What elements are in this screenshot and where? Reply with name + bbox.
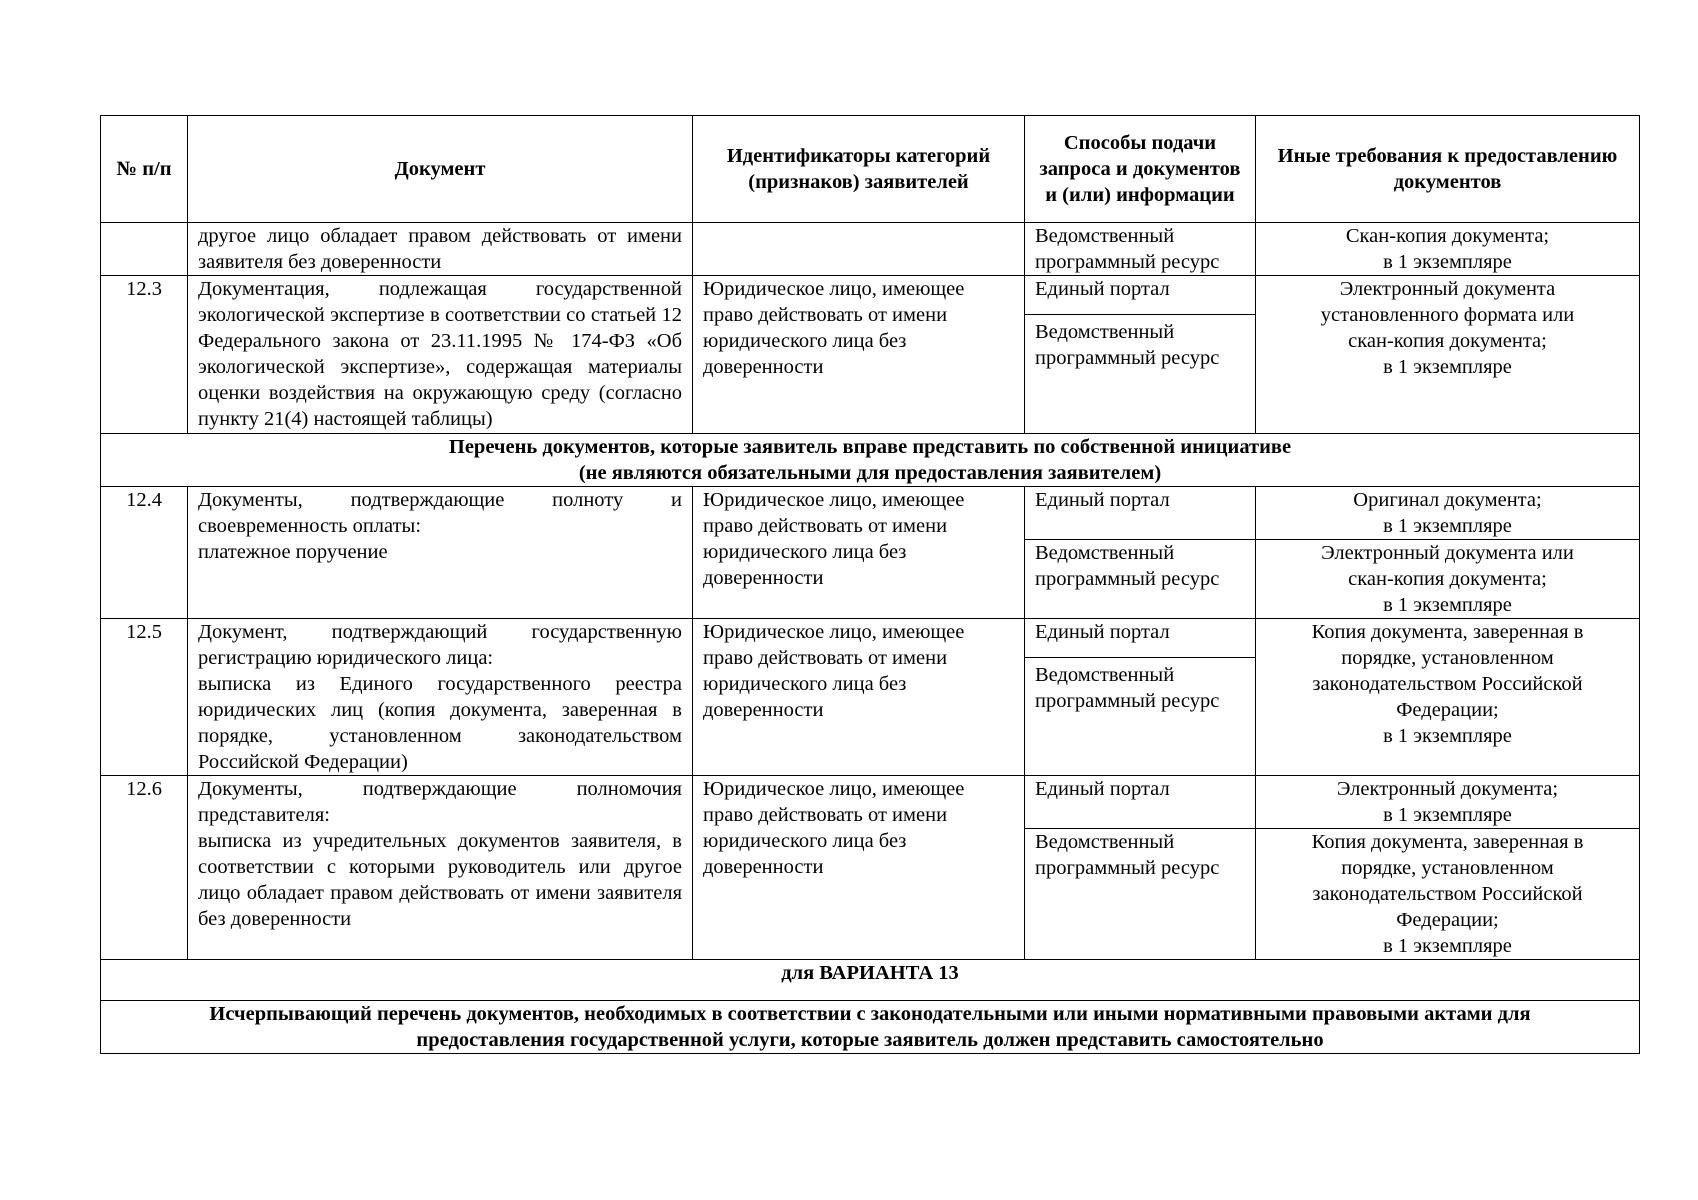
requirement-line: Электронный документа — [1339, 278, 1556, 300]
requirement-line: порядке, установленном — [1341, 647, 1554, 669]
header-submission-methods: Способы подачи запроса и документов и (или) информации — [1025, 116, 1256, 223]
requirement-line: в 1 экземпляре — [1383, 935, 1512, 957]
method-cell: Ведомственный программный ресурс — [1025, 223, 1256, 276]
requirement-line: установленного формата или — [1320, 304, 1575, 326]
requirement-line: скан-копия документа; — [1348, 330, 1547, 352]
section-heading — [101, 1001, 1640, 1054]
table-row-12-3 — [101, 276, 1640, 315]
table-row-12-4 — [101, 487, 1640, 540]
section-heading — [101, 434, 1640, 487]
method-cell: Ведомственный программный ресурс — [1025, 315, 1256, 434]
method-cell: Единый портал — [1025, 619, 1256, 658]
document-cell: Документация, подлежащая государственной экологической экспертизе в соответствии со статьей 12 Федерального закона от 23.11.1995 № 174-ФЗ «Об экологической экспертизе», содержащая материалы оценки воздействия на окружающую среду (согласно пункту 21(4) настоящей таблицы) — [188, 276, 693, 434]
method-cell: Ведомственный программный ресурс — [1025, 658, 1256, 776]
method-cell: Единый портал — [1025, 487, 1256, 540]
requirement-line: скан-копия документа; — [1348, 568, 1547, 590]
requirement-line: Копия документа, заверенная в — [1311, 831, 1584, 853]
document-line: платежное поручение — [198, 541, 388, 563]
section-heading-line: Исчерпывающий перечень документов, необходимых в соответствии с законодательными или иными нормативными правовыми актами для — [209, 1003, 1531, 1025]
document-cell: другое лицо обладает правом действовать от имени заявителя без доверенности — [188, 223, 693, 276]
requirement-line: Электронный документа или — [1321, 542, 1574, 564]
header-number: № п/п — [101, 116, 188, 223]
requirement-cell — [1256, 540, 1640, 619]
requirement-line: в 1 экземпляре — [1383, 725, 1512, 747]
requirement-line: в 1 экземпляре — [1383, 356, 1512, 378]
requirement-line: законодательством Российской — [1312, 673, 1583, 695]
table-header-row — [101, 116, 1640, 223]
requirement-line: в 1 экземпляре — [1383, 804, 1512, 826]
requirement-line: в 1 экземпляре — [1383, 515, 1512, 537]
method-cell: Единый портал — [1025, 776, 1256, 829]
requirement-cell — [1256, 487, 1640, 540]
variant-heading: для ВАРИАНТА 13 — [101, 960, 1640, 1001]
document-line: выписка из Единого государственного реестра юридических лиц (копия документа, заверенная в порядке, установленном законодательством Российской Федерации) — [198, 673, 682, 773]
row-number: 12.5 — [101, 619, 188, 776]
document-line: выписка из учредительных документов заявителя, в соответствии с которыми руководитель или другое лицо обладает правом действовать от имени заявителя без доверенности — [198, 830, 682, 930]
requirement-line: в 1 экземпляре — [1383, 594, 1512, 616]
requirement-line: законодательством Российской — [1312, 883, 1583, 905]
identifier-cell — [693, 223, 1025, 276]
table-row — [101, 223, 1640, 276]
requirement-cell — [1256, 276, 1640, 434]
documents-table — [100, 115, 1640, 1054]
requirement-cell — [1256, 223, 1640, 276]
header-document: Документ — [188, 116, 693, 223]
section-heading-row — [101, 1001, 1640, 1054]
requirement-line: Оригинал документа; — [1353, 489, 1542, 511]
section-heading-line: предоставления государственной услуги, которые заявитель должен представить самостоятельно — [416, 1029, 1324, 1051]
document-line: Документы, подтверждающие полноту и своевременность оплаты: — [198, 489, 682, 537]
document-line: Документы, подтверждающие полномочия представителя: — [198, 778, 682, 826]
section-heading-row — [101, 434, 1640, 487]
requirement-line: Электронный документа; — [1336, 778, 1559, 800]
requirement-cell — [1256, 776, 1640, 829]
variant-heading-row — [101, 960, 1640, 1001]
requirement-line: Федерации; — [1396, 909, 1499, 931]
identifier-cell: Юридическое лицо, имеющее право действовать от имени юридического лица без доверенности — [693, 619, 1025, 776]
row-number — [101, 223, 188, 276]
method-cell: Ведомственный программный ресурс — [1025, 540, 1256, 619]
requirement-cell — [1256, 829, 1640, 960]
row-number: 12.3 — [101, 276, 188, 434]
requirement-line: в 1 экземпляре — [1383, 251, 1512, 273]
document-cell — [188, 619, 693, 776]
row-number: 12.4 — [101, 487, 188, 619]
identifier-cell: Юридическое лицо, имеющее право действовать от имени юридического лица без доверенности — [693, 487, 1025, 619]
section-heading-line: (не являются обязательными для предоставления заявителем) — [578, 462, 1162, 484]
requirement-line: Копия документа, заверенная в — [1311, 621, 1584, 643]
table-row-12-5 — [101, 619, 1640, 658]
header-applicant-identifiers: Идентификаторы категорий (признаков) заявителей — [693, 116, 1025, 223]
document-cell — [188, 776, 693, 960]
document-page — [100, 115, 1639, 1054]
identifier-cell: Юридическое лицо, имеющее право действовать от имени юридического лица без доверенности — [693, 776, 1025, 960]
requirement-cell — [1256, 619, 1640, 776]
requirement-line: порядке, установленном — [1341, 857, 1554, 879]
row-number: 12.6 — [101, 776, 188, 960]
identifier-cell: Юридическое лицо, имеющее право действовать от имени юридического лица без доверенности — [693, 276, 1025, 434]
requirement-line: Федерации; — [1396, 699, 1499, 721]
document-line: Документ, подтверждающий государственную регистрацию юридического лица: — [198, 621, 682, 669]
requirement-line: Скан-копия документа; — [1345, 225, 1550, 247]
method-cell: Ведомственный программный ресурс — [1025, 829, 1256, 960]
method-cell: Единый портал — [1025, 276, 1256, 315]
header-other-requirements: Иные требования к предоставлению документов — [1256, 116, 1640, 223]
section-heading-line: Перечень документов, которые заявитель вправе представить по собственной инициативе — [448, 436, 1292, 458]
table-row-12-6 — [101, 776, 1640, 829]
document-cell — [188, 487, 693, 619]
